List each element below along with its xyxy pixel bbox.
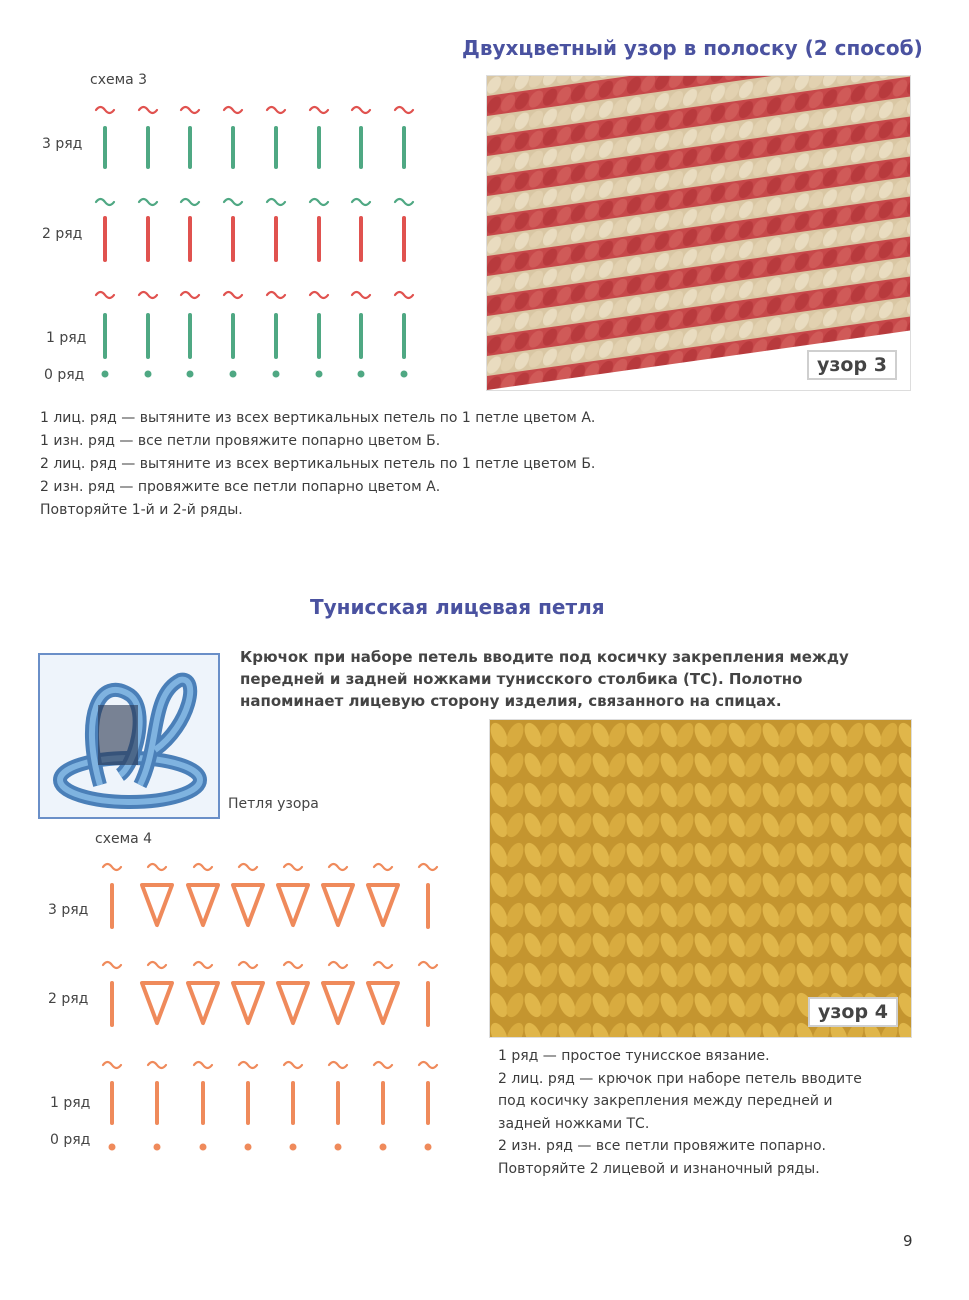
section1-title: Двухцветный узор в полоску (2 способ) [462,36,923,60]
triangle-stitch [188,983,218,1023]
tilde-symbol [310,107,328,113]
tilde-symbol [352,107,370,113]
instruction-line: Повторяйте 2 лицевой и изнаночный ряды. [498,1160,820,1177]
stitch-dot [425,1144,432,1151]
stitch-dot [109,1144,116,1151]
triangle-stitch [142,885,172,925]
stitch-dot [401,371,408,378]
stitch-dot [358,371,365,378]
stitch-dot [187,371,194,378]
pattern-3-image [487,76,910,390]
tilde-symbol [267,199,285,205]
schema3-row0-label: 0 ряд [44,367,85,383]
pattern-4-badge: узор 4 [808,997,898,1027]
pattern-4-swatch [490,720,911,1037]
stitch-dot [245,1144,252,1151]
schema-4-label: схема 4 [95,831,153,847]
tilde-symbol [139,199,157,205]
tilde-symbol [103,1062,121,1068]
tilde-symbol [267,292,285,298]
tilde-symbol [310,292,328,298]
tilde-symbol [267,107,285,113]
instruction-line: 2 изн. ряд — провяжите все петли попарно цветом А. [40,479,441,495]
tilde-symbol [148,864,166,870]
tilde-symbol [310,199,328,205]
instruction-line: 1 ряд — простое тунисское вязание. [498,1048,770,1064]
triangle-stitch [142,983,172,1023]
tilde-symbol [352,199,370,205]
tilde-symbol [374,1062,392,1068]
section2-instructions [498,1045,862,1180]
stitch-dot [154,1144,161,1151]
schema3-row2-label: 2 ряд [42,226,83,242]
tilde-symbol [181,199,199,205]
stitch-dot [102,371,109,378]
tilde-symbol [139,292,157,298]
stitch-dot [335,1144,342,1151]
stitch-dot [200,1144,207,1151]
section1-instructions [40,407,595,522]
tilde-symbol [103,864,121,870]
tilde-symbol [352,292,370,298]
tilde-symbol [194,1062,212,1068]
pattern-3-swatch [487,76,910,390]
pattern-4-image [490,720,911,1037]
stitch-dot [290,1144,297,1151]
stitch-dot [230,371,237,378]
tilde-symbol [329,1062,347,1068]
tilde-symbol [374,864,392,870]
tilde-symbol [329,962,347,968]
instruction-line: 2 лиц. ряд — вытяните из всех вертикальных петель по 1 петле цветом Б. [40,456,596,472]
tilde-symbol [284,1062,302,1068]
tilde-symbol [374,962,392,968]
tilde-symbol [194,864,212,870]
tilde-symbol [329,864,347,870]
triangle-stitch [278,983,308,1023]
triangle-stitch [323,885,353,925]
tilde-symbol [284,864,302,870]
triangle-stitch [233,983,263,1023]
tilde-symbol [239,1062,257,1068]
loop-caption: Петля узора [228,796,319,812]
stitch-dot [145,371,152,378]
schema-4-diagram [95,855,445,1160]
schema4-row0-label: 0 ряд [50,1132,91,1148]
tilde-symbol [103,962,121,968]
tilde-symbol [395,107,413,113]
schema-3-diagram [90,95,430,390]
section2-title: Тунисская лицевая петля [310,595,605,619]
tilde-symbol [239,962,257,968]
triangle-stitch [188,885,218,925]
schema3-row1-label: 1 ряд [46,330,87,346]
loop-icon [40,655,218,817]
instruction-line: задней ножками ТС. [498,1115,650,1132]
stitch-dot [316,371,323,378]
triangle-stitch [323,983,353,1023]
triangle-stitch [233,885,263,925]
tilde-symbol [148,1062,166,1068]
tilde-symbol [224,199,242,205]
tilde-symbol [224,107,242,113]
schema4-row2-label: 2 ряд [48,991,89,1007]
schema-3-label: схема 3 [90,72,148,88]
instruction-line: 1 лиц. ряд — вытяните из всех вертикальных петель по 1 петле цветом А. [40,410,596,426]
loop-illustration [38,653,220,819]
tilde-symbol [96,292,114,298]
triangle-stitch [278,885,308,925]
tilde-symbol [419,1062,437,1068]
schema4-row1-label: 1 ряд [50,1095,91,1111]
instruction-line: 2 изн. ряд — все петли провяжите попарно. [498,1138,826,1154]
instruction-line: под косичку закрепления между передней и [498,1093,833,1109]
intro-line: Крючок при наборе петель вводите под косичку закрепления между [240,648,849,666]
schema4-row3-label: 3 ряд [48,902,89,918]
page-number: 9 [903,1232,913,1250]
tilde-symbol [194,962,212,968]
tilde-symbol [96,199,114,205]
tilde-symbol [224,292,242,298]
tilde-symbol [148,962,166,968]
tilde-symbol [395,292,413,298]
triangle-stitch [368,983,398,1023]
pattern-3-badge: узор 3 [807,350,897,380]
tilde-symbol [96,107,114,113]
intro-line: напоминает лицевую сторону изделия, связанного на спицах. [240,692,782,710]
stitch-dot [380,1144,387,1151]
intro-line: передней и задней ножками тунисского столбика (ТС). Полотно [240,670,803,688]
stitch-dot [273,371,280,378]
triangle-stitch [368,885,398,925]
tilde-symbol [395,199,413,205]
tilde-symbol [419,864,437,870]
instruction-line: 2 лиц. ряд — крючок при наборе петель вводите [498,1070,862,1087]
instruction-line: 1 изн. ряд — все петли провяжите попарно цветом Б. [40,433,441,449]
tilde-symbol [181,292,199,298]
schema3-row3-label: 3 ряд [42,136,83,152]
tilde-symbol [419,962,437,968]
tilde-symbol [239,864,257,870]
section2-intro [240,646,849,712]
tilde-symbol [139,107,157,113]
instruction-line: Повторяйте 1-й и 2-й ряды. [40,502,243,518]
tilde-symbol [181,107,199,113]
tilde-symbol [284,962,302,968]
